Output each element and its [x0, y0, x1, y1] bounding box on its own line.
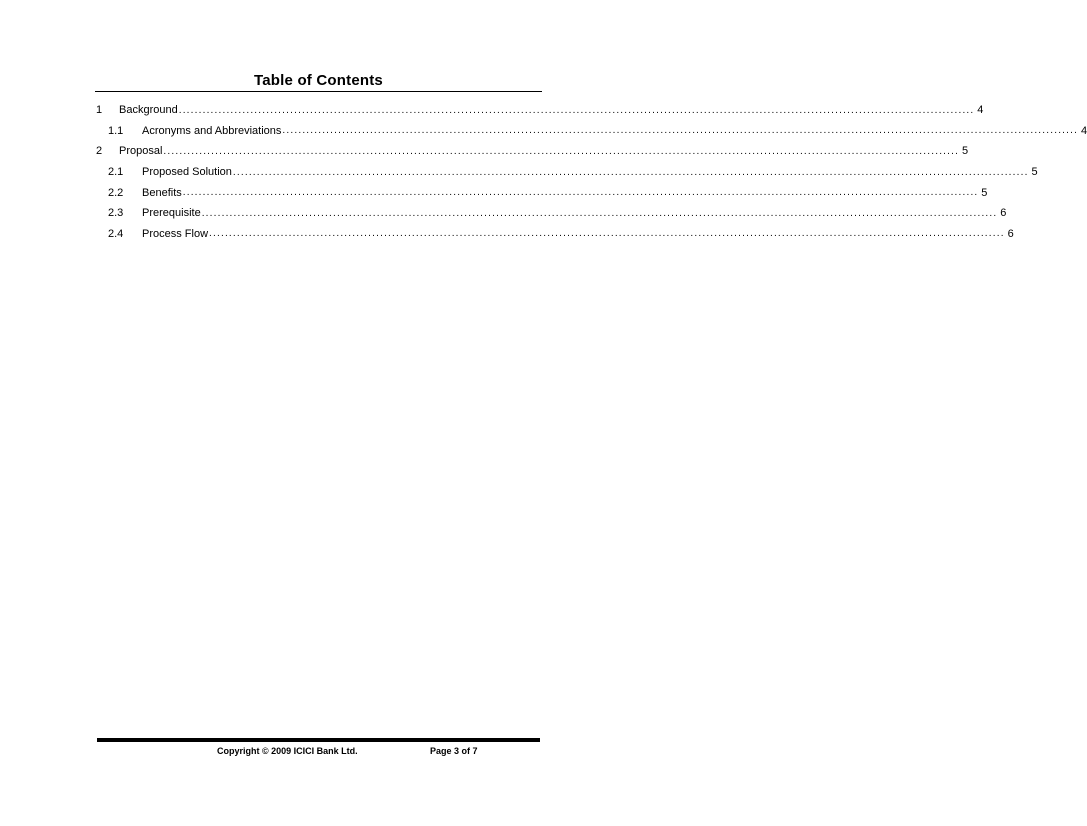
toc-dot-leader: ........................................................................................................................................................................................................	[232, 166, 1029, 178]
toc-title: Table of Contents	[254, 72, 383, 89]
toc-entry-label: Proposal	[119, 145, 163, 158]
toc-dot-leader: ........................................................................................................................................................................................................	[201, 207, 998, 219]
toc-entry-page: 4	[977, 104, 984, 117]
toc-entry-number: 2	[96, 145, 103, 158]
toc-entry-number: 2.3	[108, 207, 124, 220]
toc-entry-page: 4	[1080, 124, 1087, 137]
toc-entry-proposal[interactable]	[95, 141, 969, 162]
toc-entry-process-flow[interactable]	[95, 224, 1014, 245]
toc-dot-leader: ........................................................................................................................................................................................................	[282, 125, 1079, 137]
toc-entry-page: 5	[981, 186, 988, 199]
toc-entry-page: 5	[961, 145, 969, 158]
toc-dot-leader: ........................................................................................................................................................................................................	[209, 228, 1005, 240]
toc-dot-leader: ........................................................................................................................................................................................................	[178, 104, 975, 116]
toc-entry-background[interactable]	[95, 100, 984, 121]
toc-entry-label: Prerequisite	[142, 207, 201, 220]
toc-entry-page: 5	[1031, 166, 1038, 179]
toc-entry-label: Benefits	[142, 186, 182, 199]
footer-page-number: Page 3 of 7	[430, 746, 478, 756]
toc-entry-acronyms[interactable]	[95, 121, 1087, 142]
toc-entry-label: Process Flow	[142, 227, 209, 240]
toc-entry-label: Background	[119, 104, 178, 117]
toc-entry-label: Acronyms and Abbreviations	[142, 124, 282, 137]
toc-dot-leader: ........................................................................................................................................................................................................	[182, 187, 979, 199]
toc-entry-number: 1	[96, 104, 103, 117]
toc-entry-page: 6	[1007, 227, 1014, 240]
toc-entry-number: 2.2	[108, 186, 124, 199]
toc-entry-number: 2.4	[108, 227, 124, 240]
toc-entry-number: 1.1	[108, 124, 124, 137]
toc-entry-label: Proposed Solution	[142, 166, 232, 179]
toc-entry-proposed-solution[interactable]	[95, 162, 1038, 183]
footer-copyright: Copyright © 2009 ICICI Bank Ltd.	[217, 746, 358, 756]
toc-entry-prerequisite[interactable]	[95, 203, 1007, 224]
toc-list	[95, 100, 1087, 244]
footer-divider	[97, 738, 540, 742]
toc-entry-page: 6	[1000, 207, 1007, 220]
toc-entry-benefits[interactable]	[95, 182, 988, 203]
title-divider	[95, 91, 542, 92]
toc-dot-leader: ........................................................................................................................................................................................................	[163, 145, 960, 157]
toc-entry-number: 2.1	[108, 166, 124, 179]
